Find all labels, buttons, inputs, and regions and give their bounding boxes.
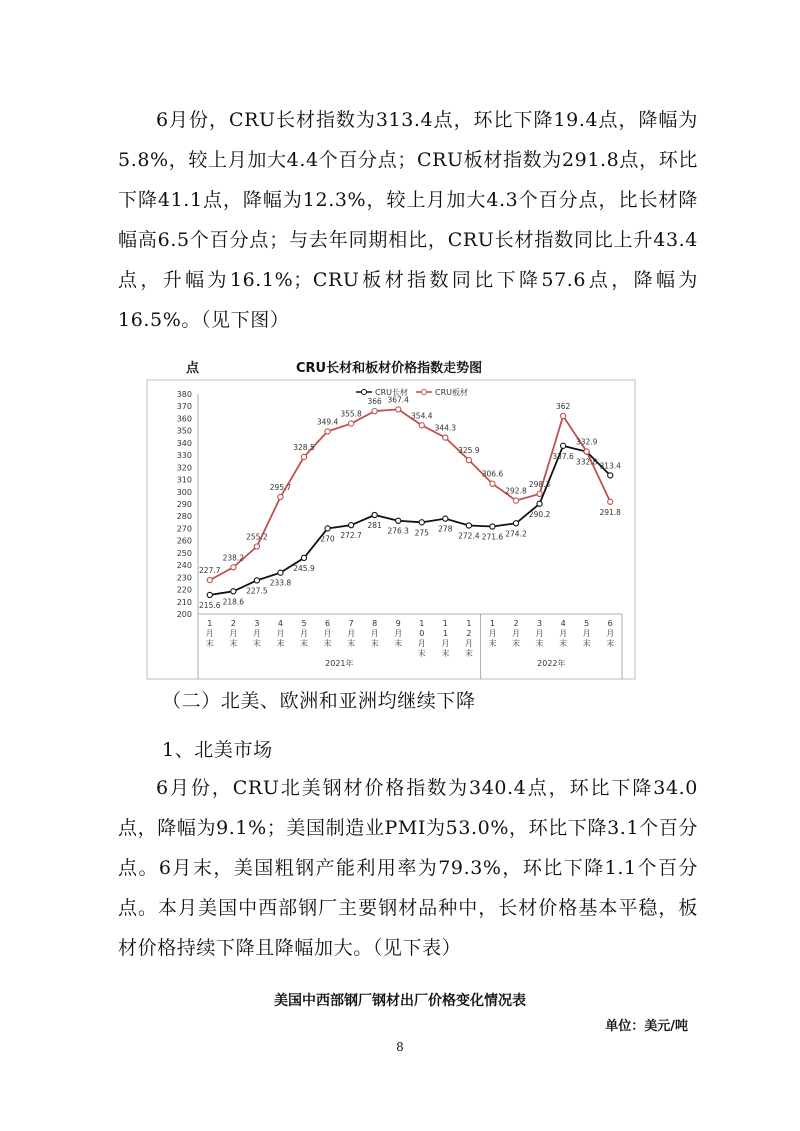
x-tick-label: 2 月末 <box>229 619 238 648</box>
paragraph-north-america: 6月份，CRU北美钢材价格指数为340.4点，环比下降34.0点，降幅为9.1%；美国制造业PMI为53.0%，环比下降3.1个百分点。6月末，美国粗钢产能利用率为79.3%，环比下降1.1个百分点。本月美国中西部钢厂主要钢材品种中，长材价格基本平稳，板材价格持续下降且降幅加大。（见下表） <box>118 777 698 959</box>
data-label: 272.4 <box>458 531 480 541</box>
y-tick-label: 260 <box>176 536 192 546</box>
data-point <box>372 512 377 517</box>
data-label: 271.6 <box>481 532 504 542</box>
data-point <box>490 481 495 486</box>
data-point <box>396 518 401 523</box>
y-tick-label: 310 <box>176 475 192 485</box>
data-point <box>301 454 306 459</box>
y-tick-label: 250 <box>176 548 192 558</box>
y-tick-label: 350 <box>176 426 192 436</box>
y-tick-label: 240 <box>176 561 192 571</box>
data-point <box>396 407 401 412</box>
data-point <box>231 565 236 570</box>
data-point <box>513 521 518 526</box>
legend-label: CRU长材 <box>375 388 408 397</box>
x-tick-label: 3 月末 <box>252 619 261 648</box>
data-point <box>349 523 354 528</box>
page-number: 8 <box>396 1040 404 1054</box>
data-label: 295.7 <box>269 483 292 493</box>
data-label: 362 <box>555 402 571 411</box>
x-tick-label: 7 月末 <box>347 619 356 648</box>
data-label: 291.8 <box>599 507 621 517</box>
series-line-flat <box>210 409 610 580</box>
data-point <box>372 409 377 414</box>
chart-container <box>146 350 636 680</box>
x-tick-label: 1 月末 <box>205 619 214 648</box>
data-label: 218.6 <box>222 597 245 607</box>
data-label: 328.5 <box>293 442 315 452</box>
x-tick-label: 1 2 月末 <box>464 619 473 658</box>
chart-y-unit: 点 <box>186 361 200 376</box>
data-point <box>561 443 566 448</box>
data-label: 270 <box>320 534 335 544</box>
table-caption: 美国中西部钢厂钢材出厂价格变化情况表 <box>274 993 526 1009</box>
table-unit: 单位：美元/吨 <box>605 1019 688 1034</box>
data-label: 227.7 <box>199 566 221 576</box>
data-label: 278 <box>438 524 453 534</box>
data-point <box>278 570 283 575</box>
x-tick-label: 1 月末 <box>488 619 497 648</box>
x-tick-label: 6 月末 <box>323 619 332 648</box>
data-point <box>207 578 212 583</box>
data-label: 337.6 <box>552 451 574 461</box>
data-point <box>513 498 518 503</box>
y-tick-label: 320 <box>176 463 192 473</box>
y-tick-label: 340 <box>176 438 192 448</box>
data-point <box>254 578 259 583</box>
y-tick-label: 270 <box>176 524 192 534</box>
y-tick-label: 220 <box>176 585 192 595</box>
data-point <box>537 501 542 506</box>
data-label: 281 <box>367 521 382 530</box>
data-label: 367.4 <box>387 395 409 405</box>
data-point <box>490 524 495 529</box>
subsection-heading: 1、北美市场 <box>162 739 273 761</box>
data-label: 332.8 <box>575 457 598 467</box>
data-label: 332.9 <box>575 437 598 447</box>
data-label: 292.8 <box>505 486 527 496</box>
x-tick-label: 1 0 月末 <box>417 619 426 658</box>
data-label: 245.9 <box>293 563 315 573</box>
data-point <box>207 592 212 597</box>
section-heading: （二）北美、欧洲和亚洲均继续下降 <box>162 690 476 712</box>
data-label: 215.6 <box>199 600 221 610</box>
data-label: 344.3 <box>434 423 457 433</box>
x-tick-label: 3 月末 <box>535 619 544 648</box>
data-point <box>443 435 448 440</box>
data-label: 366 <box>367 397 382 407</box>
data-label: 274.2 <box>505 529 527 539</box>
data-point <box>561 413 566 418</box>
data-point <box>301 555 306 560</box>
data-point <box>608 499 613 504</box>
data-label: 238.2 <box>222 553 245 563</box>
data-point <box>254 544 259 549</box>
data-label: 227.5 <box>246 586 268 596</box>
x-tick-label: 4 月末 <box>276 619 285 648</box>
data-label: 325.9 <box>458 446 480 456</box>
data-point <box>278 494 283 499</box>
x-tick-label: 8 月末 <box>370 619 379 648</box>
y-tick-label: 230 <box>176 573 192 583</box>
data-label: 306.6 <box>481 469 504 479</box>
data-label: 355.8 <box>340 409 362 419</box>
y-tick-label: 200 <box>176 610 192 619</box>
data-point <box>466 458 471 463</box>
x-tick-label: 2 月末 <box>512 619 520 648</box>
data-point <box>349 421 354 426</box>
legend-marker <box>422 390 427 395</box>
legend-marker <box>362 390 367 395</box>
x-tick-label: 4 月末 <box>559 619 568 648</box>
year-label: 2021年 <box>325 659 354 668</box>
data-label: 298.3 <box>528 479 551 489</box>
y-tick-label: 280 <box>176 512 192 522</box>
chart-title: CRU长材和板材价格指数走势图 <box>296 361 483 376</box>
y-tick-label: 300 <box>176 487 192 497</box>
data-point <box>537 491 542 496</box>
y-tick-label: 370 <box>176 402 192 412</box>
data-point <box>325 429 330 434</box>
data-label: 354.4 <box>411 411 433 421</box>
legend-label: CRU板材 <box>435 388 468 397</box>
data-point <box>419 423 424 428</box>
y-tick-label: 290 <box>176 500 192 509</box>
year-label: 2022年 <box>537 659 566 668</box>
x-tick-label: 5 月末 <box>300 619 308 648</box>
data-point <box>608 473 613 478</box>
x-tick-label: 5 月末 <box>582 619 591 648</box>
x-tick-label: 9 月末 <box>394 619 403 648</box>
paragraph-cru-index: 6月份，CRU长材指数为313.4点，环比下降19.4点，降幅为5.8%，较上月加大4.4个百分点；CRU板材指数为291.8点，环比下降41.1点，降幅为12.3%，较上月加大4.3个百分点，比长材降幅高6.5个百分点；与去年同期相比，CRU长材指数同比上升43.4点，升幅为16.1%；CRU板材指数同比下降57.6点，降幅为16.5%。（见下图） <box>118 109 698 331</box>
data-label: 255.2 <box>246 532 268 542</box>
data-label: 349.4 <box>316 417 339 427</box>
data-point <box>584 449 589 454</box>
x-tick-label: 1 1 月末 <box>441 619 450 658</box>
data-label: 275 <box>414 528 429 538</box>
data-label: 276.3 <box>387 526 409 536</box>
x-tick-label: 6 月末 <box>606 619 615 648</box>
data-label: 233.8 <box>269 578 292 588</box>
data-label: 272.7 <box>340 531 362 541</box>
data-point <box>466 523 471 528</box>
y-tick-label: 330 <box>176 451 192 461</box>
y-tick-label: 360 <box>176 414 192 424</box>
y-tick-label: 210 <box>176 597 192 607</box>
data-point <box>231 589 236 594</box>
data-point <box>325 526 330 531</box>
data-label: 313.4 <box>599 461 621 471</box>
data-label: 290.2 <box>528 509 551 519</box>
y-tick-label: 380 <box>176 390 192 399</box>
data-point <box>443 516 448 521</box>
data-point <box>419 520 424 525</box>
cru-line-chart <box>146 350 636 680</box>
